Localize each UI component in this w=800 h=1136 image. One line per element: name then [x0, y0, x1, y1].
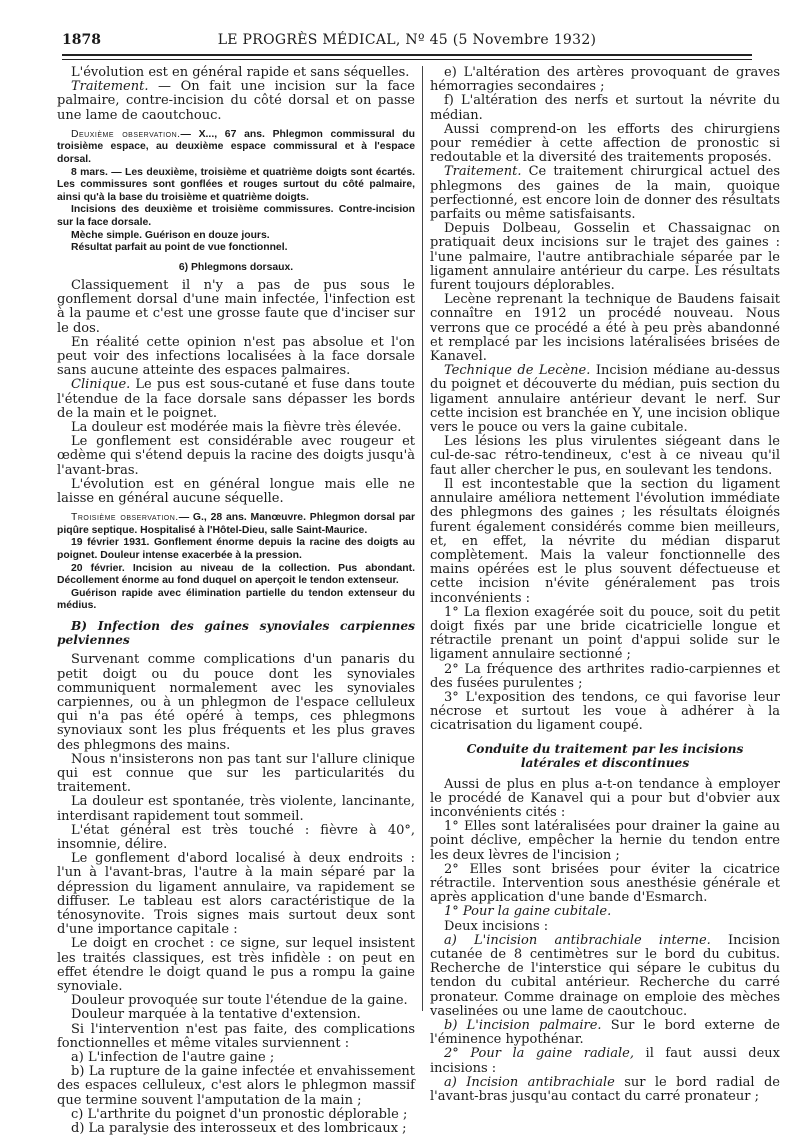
observation-block: [57, 512, 415, 613]
header-rule-thin: [62, 59, 752, 60]
run-in-label: a) L'incision antibrachiale interne.: [444, 932, 711, 948]
paragraph: b) L'incision palmaire. Sur le bord externe de l'éminence hypothénar.: [430, 1018, 780, 1048]
paragraph: Les lésions les plus virulentes siégeant dans le cul-de-sac rétro-tendineux, c'est à ce niveau qu'il faut aller chercher le pus, en soulevant les tendons.: [430, 434, 780, 478]
paragraph: Douleur marquée à la tentative d'extension.: [71, 1007, 361, 1023]
observation-line: 20 février. Incision au niveau de la collection. Pus abondant. Décollement énorme au fond duquel on aperçoit le tendon extenseur.: [57, 562, 415, 587]
header-rule-thick: [62, 54, 752, 56]
numbered-item: 1° La flexion exagérée soit du pouce, soit du petit doigt fixés par une bride cicatricielle longue et rétractile prenant un point d'appui solide sur le ligament annulaire sectionné ;: [430, 604, 780, 663]
run-in-label: 2° Pour la gaine radiale,: [444, 1046, 634, 1062]
list-item: f) L'altération des nerfs et surtout la névrite du médian.: [430, 93, 780, 123]
paragraph: Aussi comprend-on les efforts des chirurgiens pour remédier à cette affection de pronostic si redoutable et la diversité des traitements proposés.: [430, 121, 780, 166]
run-in-label: b) L'incision palmaire.: [444, 1018, 602, 1033]
column-divider: [422, 66, 423, 1011]
list-item: e) L'altération des artères provoquant de graves hémorragies secondaires ;: [430, 65, 780, 95]
paragraph: L'évolution est en général longue mais elle ne laisse en général aucune séquelle.: [57, 476, 415, 506]
paragraph: Nous n'insisterons non pas tant sur l'allure clinique qui est connue que sur les particularités du traitement.: [57, 751, 415, 796]
paragraph: L'état général est très touché : fièvre à 40°, insomnie, délire.: [57, 822, 415, 852]
paragraph: La douleur est modérée mais la fièvre très élevée.: [71, 419, 402, 435]
paragraph: Le gonflement est considérable avec rougeur et œdème qui s'étend depuis la racine des doigts jusqu'à l'avant-bras.: [57, 434, 415, 478]
list-item: b) La rupture de la gaine infectée et envahissement des espaces celluleux, c'est alors le phlegmon massif que termine souvent l'amputation de la main ;: [57, 1064, 415, 1108]
list-item: d) La paralysie des interosseux et des lombricaux ;: [71, 1121, 407, 1136]
paragraph: Il est incontestable que la section du ligament annulaire améliora nettement l'évolution immédiate des phlegmons des gaines ; les résultats éloignés furent également considérés comme bien meilleurs, et, en effet, la névrite du médian disparut complètement. Mais la valeur fonctionnelle des mains opérées est le plus souvent défectueuse et cette incision n'évite généralement pas trois inconvénients :: [430, 476, 780, 606]
observation-line: 8 mars. — Les deuxième, troisième et quatrième doigts sont écartés. Les commissures sont gonflées et rouges surtout du côté palmaire, ainsi qu'à la base du troisième et quatrième doigts.: [57, 166, 415, 203]
running-header: [62, 32, 752, 52]
observation-line: Résultat parfait au point de vue fonctionnel.: [71, 242, 288, 254]
paragraph: La douleur est spontanée, très violente, lancinante, interdisant rapidement tout sommeil.: [57, 794, 415, 824]
paragraph: En réalité cette opinion n'est pas absolue et l'on peut voir des infections localisées à la face dorsale sans aucune atteinte des espaces palmaires.: [57, 334, 415, 379]
numbered-item: 3° L'exposition des tendons, ce qui favorise leur nécrose et surtout les voue à adhérer à la cicatrisation du ligament coupé.: [430, 689, 780, 734]
paragraph: Clinique. Le pus est sous-cutané et fuse dans toute l'étendue de la face dorsale sans dépasser les bords de la main et le poignet.: [57, 377, 415, 421]
page-number: 1878: [62, 32, 101, 48]
paragraph: 1° Elles sont latéralisées pour drainer la gaine au point déclive, empêcher la hernie du tendon entre les deux lèvres de l'incision ;: [430, 819, 780, 863]
run-in-label: Technique de Lecène.: [444, 363, 591, 379]
paragraph: Si l'intervention n'est pas faite, des complications fonctionnelles et même vitales surviennent :: [57, 1021, 415, 1051]
paragraph: Le doigt en crochet : ce signe, sur lequel insistent les traités classiques, est très infidèle : on peut en effet étendre le doigt quand le pus a rompu la gaine synoviale.: [57, 936, 415, 995]
observation-heading: Deuxième observation.: [71, 128, 181, 140]
paragraph: 2° Pour la gaine radiale, il faut aussi deux incisions :: [430, 1046, 780, 1076]
paragraph: Survenant comme complications d'un panaris du petit doigt ou du pouce dont les synoviales communiquent normalement avec les synoviales carpiennes, ou à un phlegmon de l'espace celluleux qui n'a pas été opéré à temps, ces phlegmons synoviaux sont les plus fréquents et les plus graves des phlegmons des mains.: [57, 652, 415, 753]
paragraph: Le gonflement d'abord localisé à deux endroits : l'un à l'avant-bras, l'autre à la main séparé par la dépression du ligament annulaire, va rapidement se diffuser. Le tableau est alors caractéristique de la ténosynovite. Trois signes mais surtout deux sont d'une importance capitale :: [57, 851, 415, 938]
observation-line: Troisième observation.— G., 28 ans. Manœuvre. Phlegmon dorsal par piqûre septique. Hospitalisé à l'Hôtel-Dieu, salle Saint-Maurice.: [57, 512, 415, 536]
run-in-label: Clinique.: [71, 377, 131, 393]
list-item: a) L'infection de l'autre gaine ;: [71, 1050, 275, 1066]
run-in-label: Traitement.: [71, 79, 149, 95]
paragraph: a) L'incision antibrachiale interne. Incision cutanée de 8 centimètres sur le bord du cubitus. Recherche de l'interstice qui sépare le cubitus du tendon du cubital antérieur. Recherche du carré pronateur. Comme drainage on emploie des mèches vaselinées ou une lame de caoutchouc.: [430, 932, 780, 1019]
paragraph: a) Incision antibrachiale sur le bord radial de l'avant-bras jusqu'au contact du carré pronateur ;: [430, 1074, 780, 1105]
paragraph: Lecène reprenant la technique de Baudens faisait connaître en 1912 un procédé nouveau. Nous verrons que ce procédé a été à peu près abandonné et remplacé par les incisions latéralisées brisées de Kanavel.: [430, 292, 780, 365]
paragraph: Traitement. — On fait une incision sur la face palmaire, contre-incision du côté dorsal et on passe une lame de caoutchouc.: [57, 79, 415, 123]
paragraph: Douleur provoquée sur toute l'étendue de la gaine.: [71, 993, 408, 1009]
paragraph: Classiquement il n'y a pas de pus sous le gonflement dorsal d'une main infectée, l'infection est à la paume et c'est une grosse faute que d'inciser sur le dos.: [57, 277, 415, 336]
observation-line: Incisions des deuxième et troisième commissures. Contre-incision sur la face dorsale.: [57, 204, 415, 228]
sub-heading: 1° Pour la gaine cubitale.: [444, 904, 612, 920]
right-column: [430, 65, 780, 1105]
paragraph: Technique de Lecène. Incision médiane au-dessus du poignet et découverte du médian, puis section du ligament annulaire antérieur devant le nerf. Sur cette incision est branchée en Y, une incision oblique vers le pouce ou vers la gaine cubitale.: [430, 363, 780, 436]
paragraph: Traitement. Ce traitement chirurgical actuel des phlegmons des gaines de la main, quoique perfectionné, est encore loin de donner des résultats parfaits ou même satisfaisants.: [430, 164, 780, 223]
numbered-item: 2° La fréquence des arthrites radio-carpiennes et des fusées purulentes ;: [430, 661, 780, 691]
list-item: c) L'arthrite du poignet d'un pronostic déplorable ;: [71, 1106, 408, 1122]
observation-line: Guérison rapide avec élimination partielle du tendon extenseur du médius.: [57, 587, 415, 612]
section-heading: B) Infection des gaines synoviales carpiennes pelviennes: [57, 618, 415, 648]
observation-block: [57, 129, 415, 255]
section-heading: Conduite du traitement par les incisions latérales et discontinues: [466, 741, 744, 770]
observation-line: Mèche simple. Guérison en douze jours.: [71, 229, 270, 241]
running-title: LE PROGRÈS MÉDICAL, Nº 45 (5 Novembre 1932): [217, 32, 597, 48]
paragraph: Depuis Dolbeau, Gosselin et Chassaignac on pratiquait deux incisions sur le trajet des gaines : l'une palmaire, l'autre antibrachiale séparée par le ligament annulaire antérieur du carpe. Les résultats furent toujours déplorables.: [430, 221, 780, 294]
paragraph: 2° Elles sont brisées pour éviter la cicatrice rétractile. Intervention sous anesthésie générale et après application d'une bande d'Esmarch.: [430, 861, 780, 906]
paragraph: Deux incisions :: [444, 918, 549, 934]
left-column: [57, 65, 416, 1136]
observation-line: 19 février 1931. Gonflement énorme depuis la racine des doigts au poignet. Douleur intense exacerbée à la pression.: [57, 537, 415, 561]
paragraph: L'évolution est en général rapide et sans séquelles.: [71, 65, 410, 80]
subsection-heading: 6) Phlegmons dorsaux.: [178, 261, 294, 273]
paragraph: Aussi de plus en plus a-t-on tendance à employer le procédé de Kanavel qui a pour but d'obvier aux inconvénients cités :: [430, 776, 780, 820]
observation-heading: Troisième observation.: [71, 512, 179, 524]
run-in-label: Traitement.: [444, 164, 522, 180]
run-in-label: a) Incision antibrachiale: [444, 1074, 615, 1090]
observation-line: Deuxième observation.— X..., 67 ans. Phlegmon commissural du troisième espace, au deuxième espace commissural et à l'espace dorsal.: [57, 128, 416, 165]
